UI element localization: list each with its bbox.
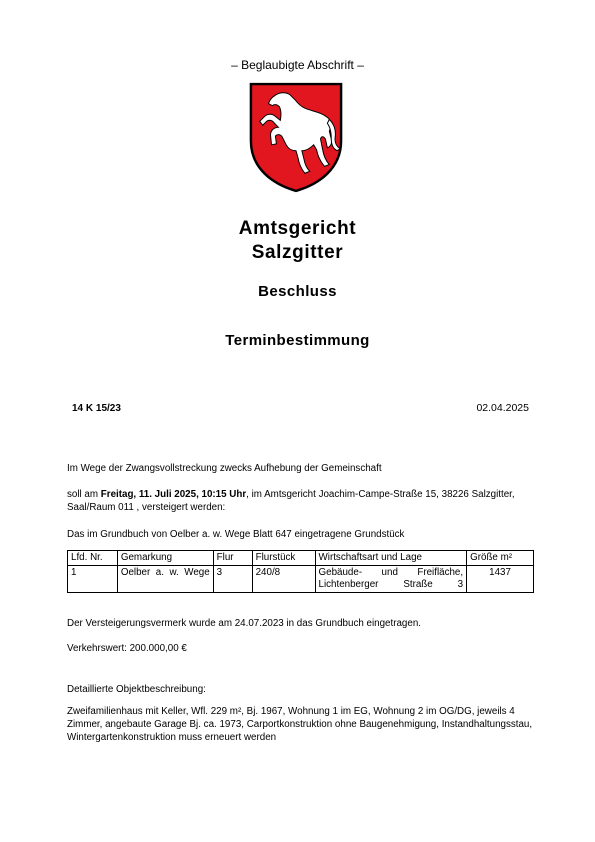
table-header-cell: Wirtschaftsart und Lage xyxy=(315,551,467,566)
header-note: – Beglaubigte Abschrift – xyxy=(231,58,364,72)
property-table xyxy=(67,550,534,593)
coat-of-arms-icon xyxy=(247,80,345,194)
auction-location: , im Amtsgericht Joachim-Campe-Straße 15, 38226 Salzgitter, Saal/Raum 011 , versteigert werden: xyxy=(67,489,515,513)
table-header-cell: Flur xyxy=(213,551,252,566)
table-header-cell: Flurstück xyxy=(252,551,315,566)
table-row xyxy=(68,566,534,593)
table-header-row xyxy=(68,551,534,566)
table-cell: 3 xyxy=(213,566,252,593)
court-name-line1: Amtsgericht xyxy=(238,218,357,239)
objekt-heading: Detaillierte Objektbeschreibung: xyxy=(67,684,206,695)
table-cell: Oelber a. w. Wege xyxy=(117,566,213,593)
verkehrswert-paragraph: Verkehrswert: 200.000,00 € xyxy=(67,643,187,654)
auction-prefix: soll am xyxy=(67,489,101,500)
document-subject: Terminbestimmung xyxy=(225,332,370,349)
table-header-cell: Größe m² xyxy=(467,551,534,566)
table-cell: Gebäude- und Freifläche, Lichtenberger Straße 3 xyxy=(315,566,467,593)
objekt-description: Zweifamilienhaus mit Keller, Wfl. 229 m², Bj. 1967, Wohnung 1 im EG, Wohnung 2 im OG/DG, jeweils 4 Zimmer, angebaute Garage Bj. ca. 1973, Carportkonstruktion ohne Baugenehmigung, Instandhaltungsstau, Wintergartenkonstruktion muss erneuert werden xyxy=(67,706,533,743)
document-type: Beschluss xyxy=(258,283,337,300)
table-header-cell: Gemarkung xyxy=(117,551,213,566)
court-name-line2: Salzgitter xyxy=(251,242,344,263)
auction-datetime: Freitag, 11. Juli 2025, 10:15 Uhr xyxy=(100,489,247,500)
vermerk-paragraph: Der Versteigerungsvermerk wurde am 24.07.2023 in das Grundbuch eingetragen. xyxy=(67,618,421,629)
auction-date-paragraph xyxy=(67,488,533,514)
table-cell: 1 xyxy=(68,566,118,593)
grundbuch-paragraph: Das im Grundbuch von Oelber a. w. Wege Blatt 647 eingetragene Grundstück xyxy=(67,529,405,540)
intro-paragraph: Im Wege der Zwangsvollstreckung zwecks Aufhebung der Gemeinschaft xyxy=(67,463,382,474)
table-header-cell: Lfd. Nr. xyxy=(68,551,118,566)
table-cell: 1437 xyxy=(467,566,534,593)
table-cell: 240/8 xyxy=(252,566,315,593)
case-number: 14 K 15/23 xyxy=(72,403,121,414)
document-date: 02.04.2025 xyxy=(476,402,529,414)
